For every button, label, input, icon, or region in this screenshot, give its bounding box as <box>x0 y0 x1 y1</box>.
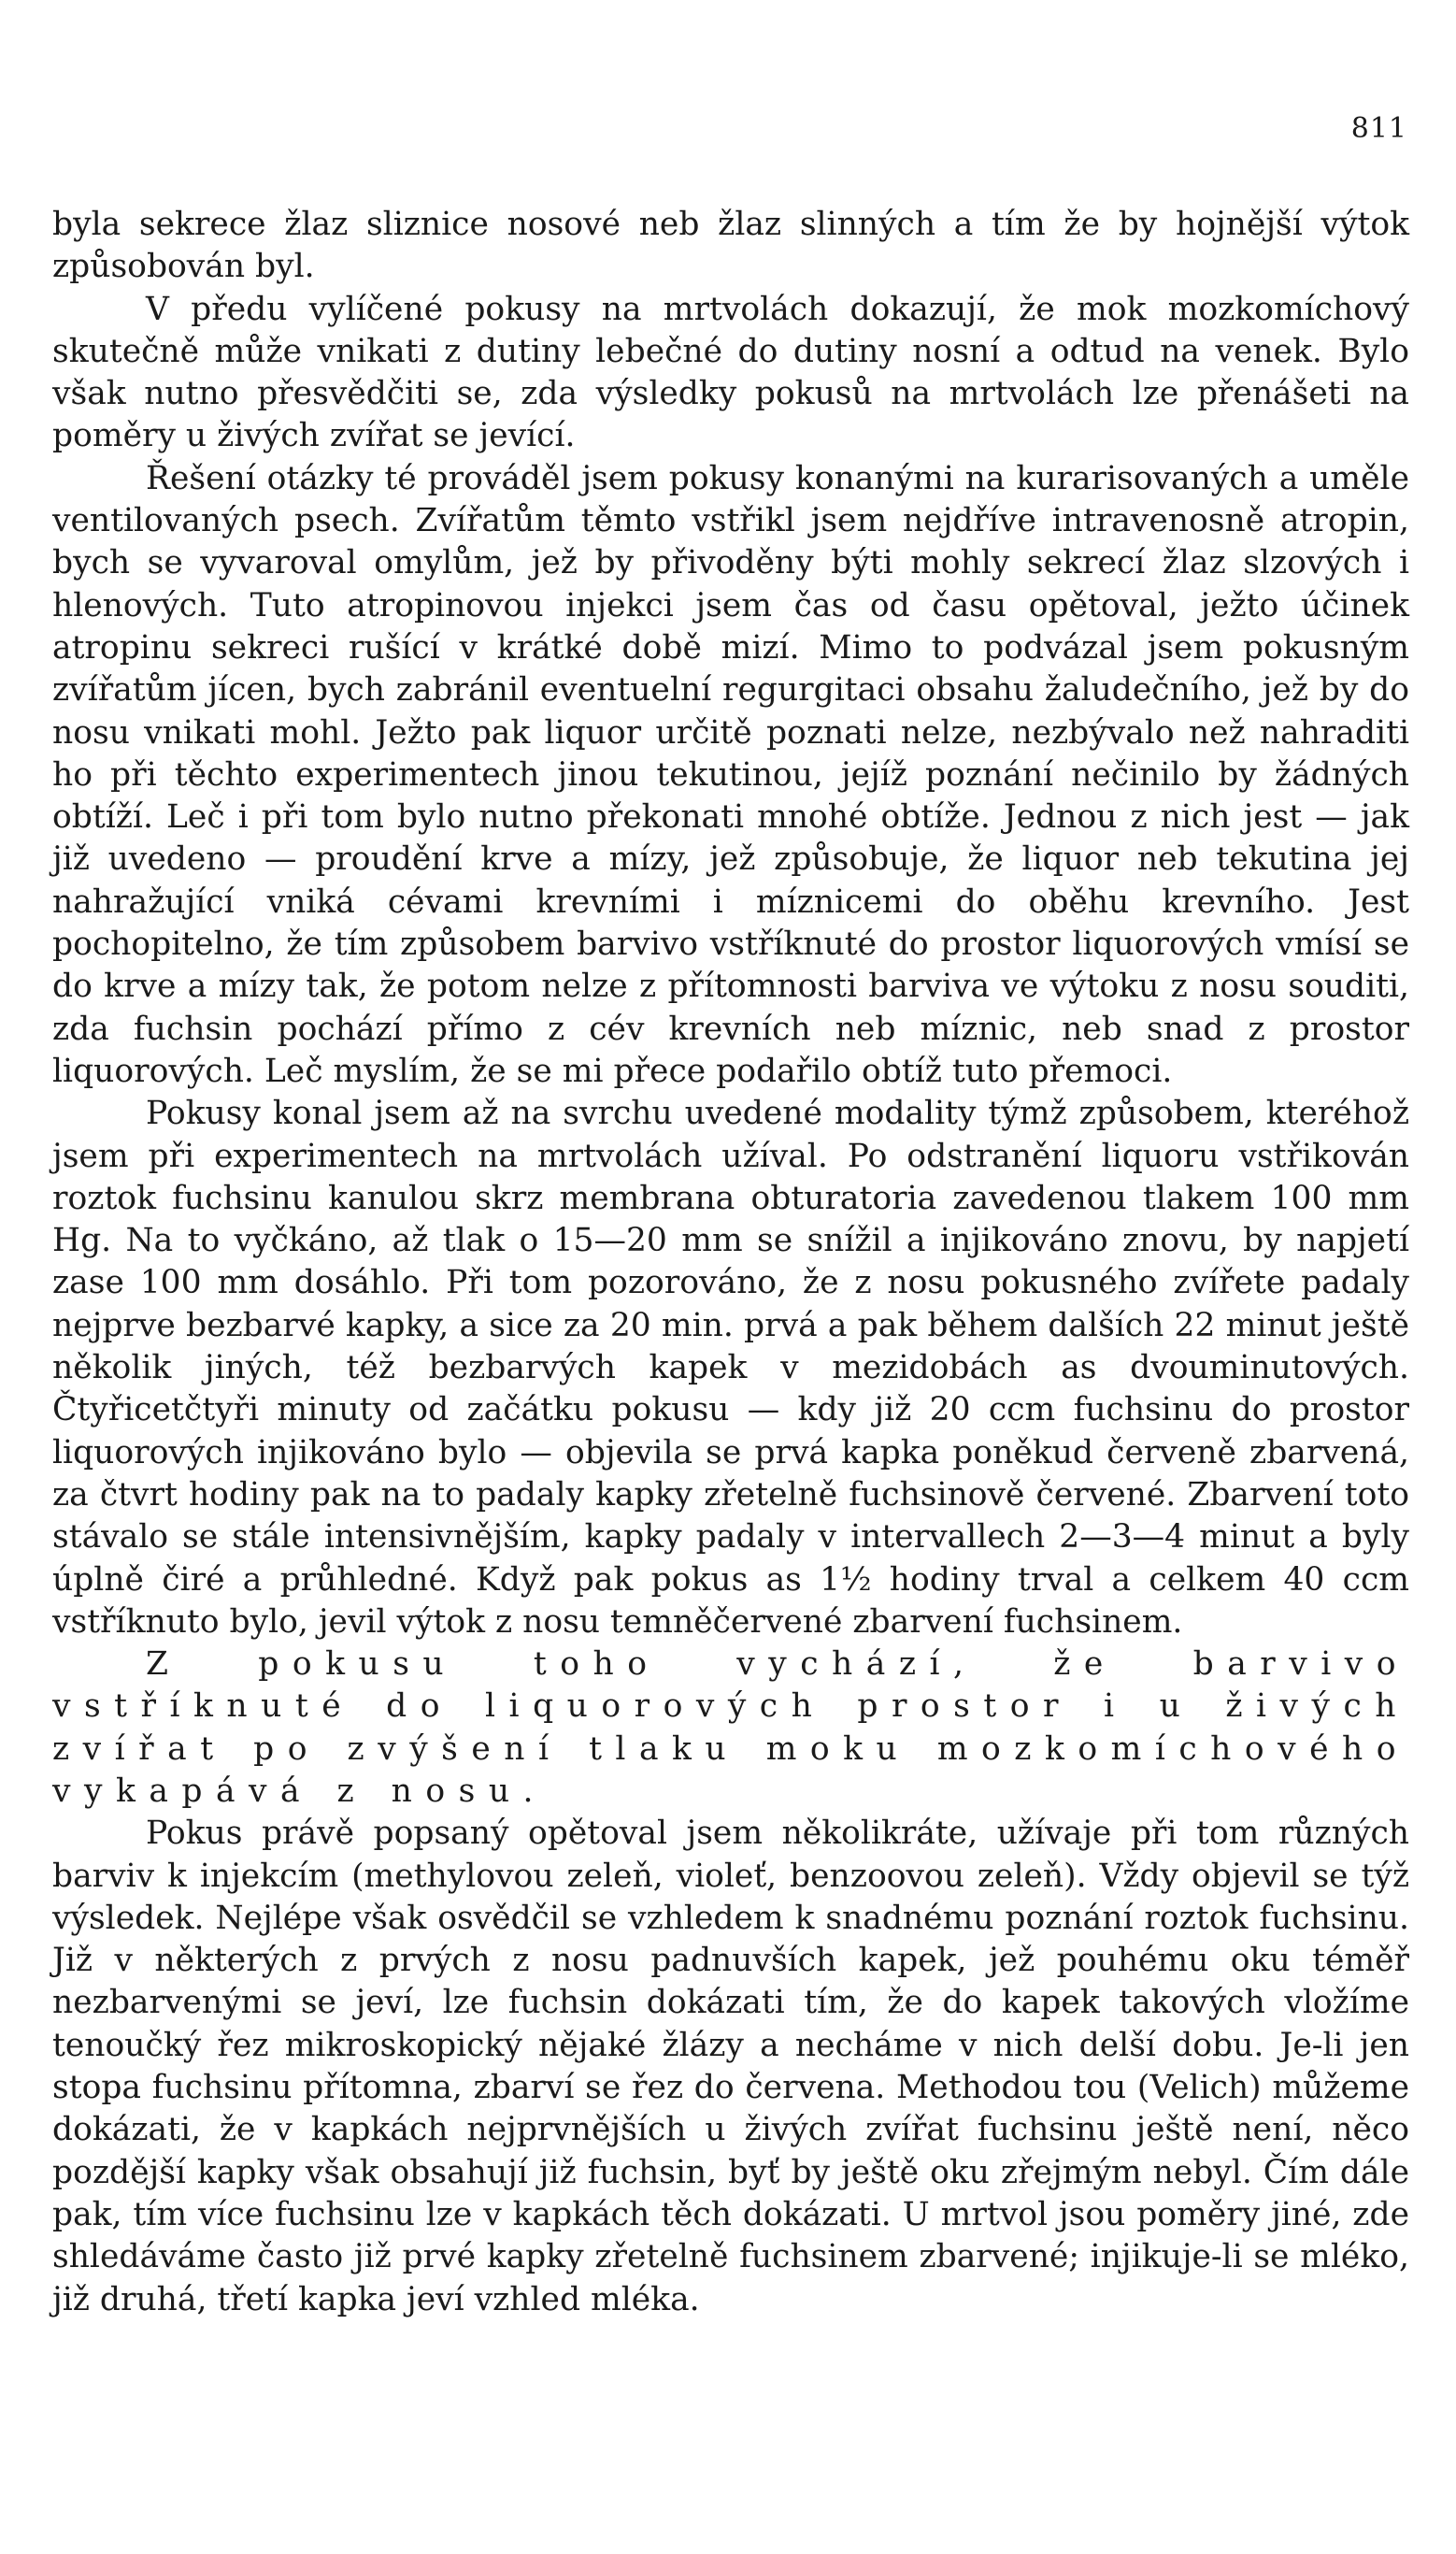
paragraph: Pokusy konal jsem až na svrchu uvedené modality týmž způsobem, kteréhož jsem při experimentech na mrtvolách užíval. Po odstranění liquoru vstřikován roztok fuchsinu kanulou skrz membrana obturatoria zavedenou tlakem 100 mm Hg. Na to vyčkáno, až tlak o 15—20 mm se snížil a injikováno znovu, by napjetí zase 100 mm dosáhlo. Při tom pozorováno, že z nosu pokusného zvířete padaly nejprve bezbarvé kapky, a sice za 20 min. prvá a pak během dalších 22 minut ještě několik jiných, též bezbarvých kapek v mezidobách as dvouminutových. Čtyřicetčtyři minuty od začátku pokusu — kdy již 20 ccm fuchsinu do prostor liquorových injikováno bylo — objevila se prvá kapka poněkud červeně zbarvená, za čtvrt hodiny pak na to padaly kapky zřetelně fuchsinově červené. Zbarvení toto stávalo se stále intensivnějším, kapky padaly v intervallech 2—3—4 minut a byly úplně čiré a průhledné. Když pak pokus as 1½ hodiny trval a celkem 40 ccm vstříknuto bylo, jevil výtok z nosu temněčervené zbarvení fuchsinem. <box>52 1095 1409 1641</box>
paragraph: V předu vylíčené pokusy na mrtvolách dokazují, že mok mozkomíchový skutečně může vnikati z dutiny lebečné do dutiny nosní a odtud na venek. Bylo však nutno přesvědčiti se, zda výsledky pokusů na mrtvolách lze přenášeti na poměry u živých zvířat se jevící. <box>52 290 1409 455</box>
paragraph-conclusion: Z pokusu toho vychází, že barvivo vstříknuté do liquorových prostor i u živých zvířat po zvýšení tlaku moku mozkomíchového vykapává z nosu. <box>52 1645 1409 1810</box>
paragraph: Řešení otázky té prováděl jsem pokusy konanými na kurarisovaných a uměle ventilovaných psech. Zvířatům těmto vstřikl jsem nejdříve intravenosně atropin, bych se vyvaroval omylům, jež by přivoděny býti mohly sekrecí žlaz slzových i hlenových. Tuto atropinovou injekci jsem čas od času opětoval, ježto účinek atropinu sekreci rušící v krátké době mizí. Mimo to podvázal jsem pokusným zvířatům jícen, bych zabránil eventuelní regurgitaci obsahu žaludečního, jež by do nosu vnikati mohl. Ježto pak liquor určitě poznati nelze, nezbývalo než nahraditi ho při těchto experimentech jinou tekutinou, jejíž poznání nečinilo by žádných obtíží. Leč i při tom bylo nutno překonati mnohé obtíže. Jednou z nich jest — jak již uvedeno — proudění krve a mízy, jež způsobuje, že liquor neb tekutina jej nahražující vniká cévami krevními i míznicemi do oběhu krevního. Jest pochopitelno, že tím způsobem barvivo vstříknuté do prostor liquorových vmísí se do krve a mízy tak, že potom nelze z přítomnosti barviva ve výtoku z nosu souditi, zda fuchsin pochází přímo z cév krevních neb míznic, neb snad z prostor liquorových. Leč myslím, že se mi přece podařilo obtíž tuto přemoci. <box>52 459 1409 1090</box>
body-text <box>52 204 1409 2321</box>
paragraph: byla sekrece žlaz sliznice nosové neb žlaz slinných a tím že by hojnější výtok způsobován byl. <box>52 206 1409 286</box>
paragraph: Pokus právě popsaný opětoval jsem několikráte, užívaje při tom různých barviv k injekcím (methylovou zeleň, violeť, benzoovou zeleň). Vždy objevil se týž výsledek. Nejlépe však osvědčil se vzhledem k snadnému poznání roztok fuchsinu. Již v některých z prvých z nosu padnuvších kapek, jež pouhému oku téměř nezbarvenými se jeví, lze fuchsin dokázati tím, že do kapek takových vložíme tenoučký řez mikroskopický nějaké žlázy a necháme v nich delší dobu. Je-li jen stopa fuchsinu přítomna, zbarví se řez do červena. Methodou tou (Velich) můžeme dokázati, že v kapkách nejprvnějších u živých zvířat fuchsinu ještě není, něco pozdější kapky však obsahují již fuchsin, byť by ještě oku zřejmým nebyl. Čím dále pak, tím více fuchsinu lze v kapkách těch dokázati. U mrtvol jsou poměry jiné, zde shledáváme často již prvé kapky zřetelně fuchsinem zbarvené; injikuje-li se mléko, již druhá, třetí kapka jeví vzhled mléka. <box>52 1815 1409 2318</box>
page-number: 811 <box>1350 112 1407 145</box>
